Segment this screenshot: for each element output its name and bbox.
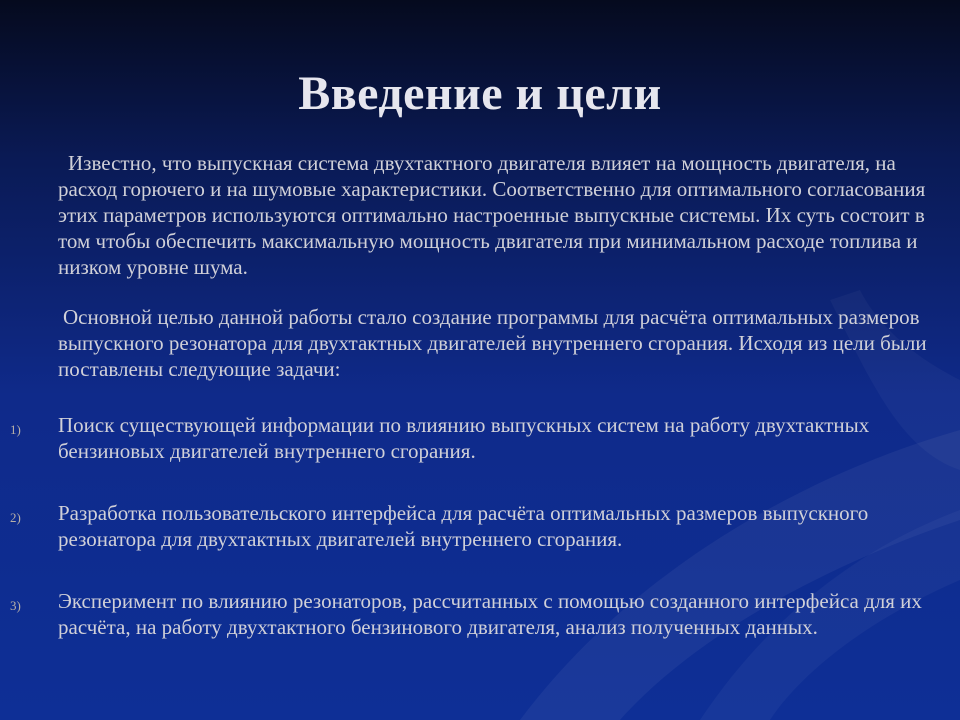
task-item (10, 500, 938, 552)
task-text: Поиск существующей информации по влиянию выпускных систем на работу двухтактных бензиновых двигателей внутреннего сгорания. (58, 413, 870, 463)
task-list (10, 412, 938, 640)
intro-paragraph: Известно, что выпускная система двухтактного двигателя влияет на мощность двигателя, на расход горючего и на шумовые характеристики. Соответственно для оптимального согласования этих параметров используются оптимально настроенные выпускные системы. Их суть состоит в том чтобы обеспечить максимальную мощность двигателя при минимальном расходе топлива и низком уровне шума. (58, 151, 926, 279)
task-text: Разработка пользовательского интерфейса для расчёта оптимальных размеров выпускного резонатора для двухтактных двигателей внутреннего сгорания. (58, 501, 869, 551)
slide-content (10, 150, 938, 640)
task-item (10, 412, 938, 464)
task-item (10, 588, 938, 640)
task-number: 2) (10, 510, 21, 525)
slide-title: Введение и цели (298, 67, 662, 120)
task-text: Эксперимент по влиянию резонаторов, рассчитанных с помощью созданного интерфейса для их расчёта, на работу двухтактного бензинового двигателя, анализ полученных данных. (58, 589, 922, 639)
task-number: 3) (10, 598, 21, 613)
task-number: 1) (10, 422, 21, 437)
goal-paragraph: Основной целью данной работы стало создание программы для расчёта оптимальных размеров выпускного резонатора для двухтактных двигателей внутреннего сгорания. Исходя из цели были поставлены следующие задачи: (58, 305, 927, 381)
